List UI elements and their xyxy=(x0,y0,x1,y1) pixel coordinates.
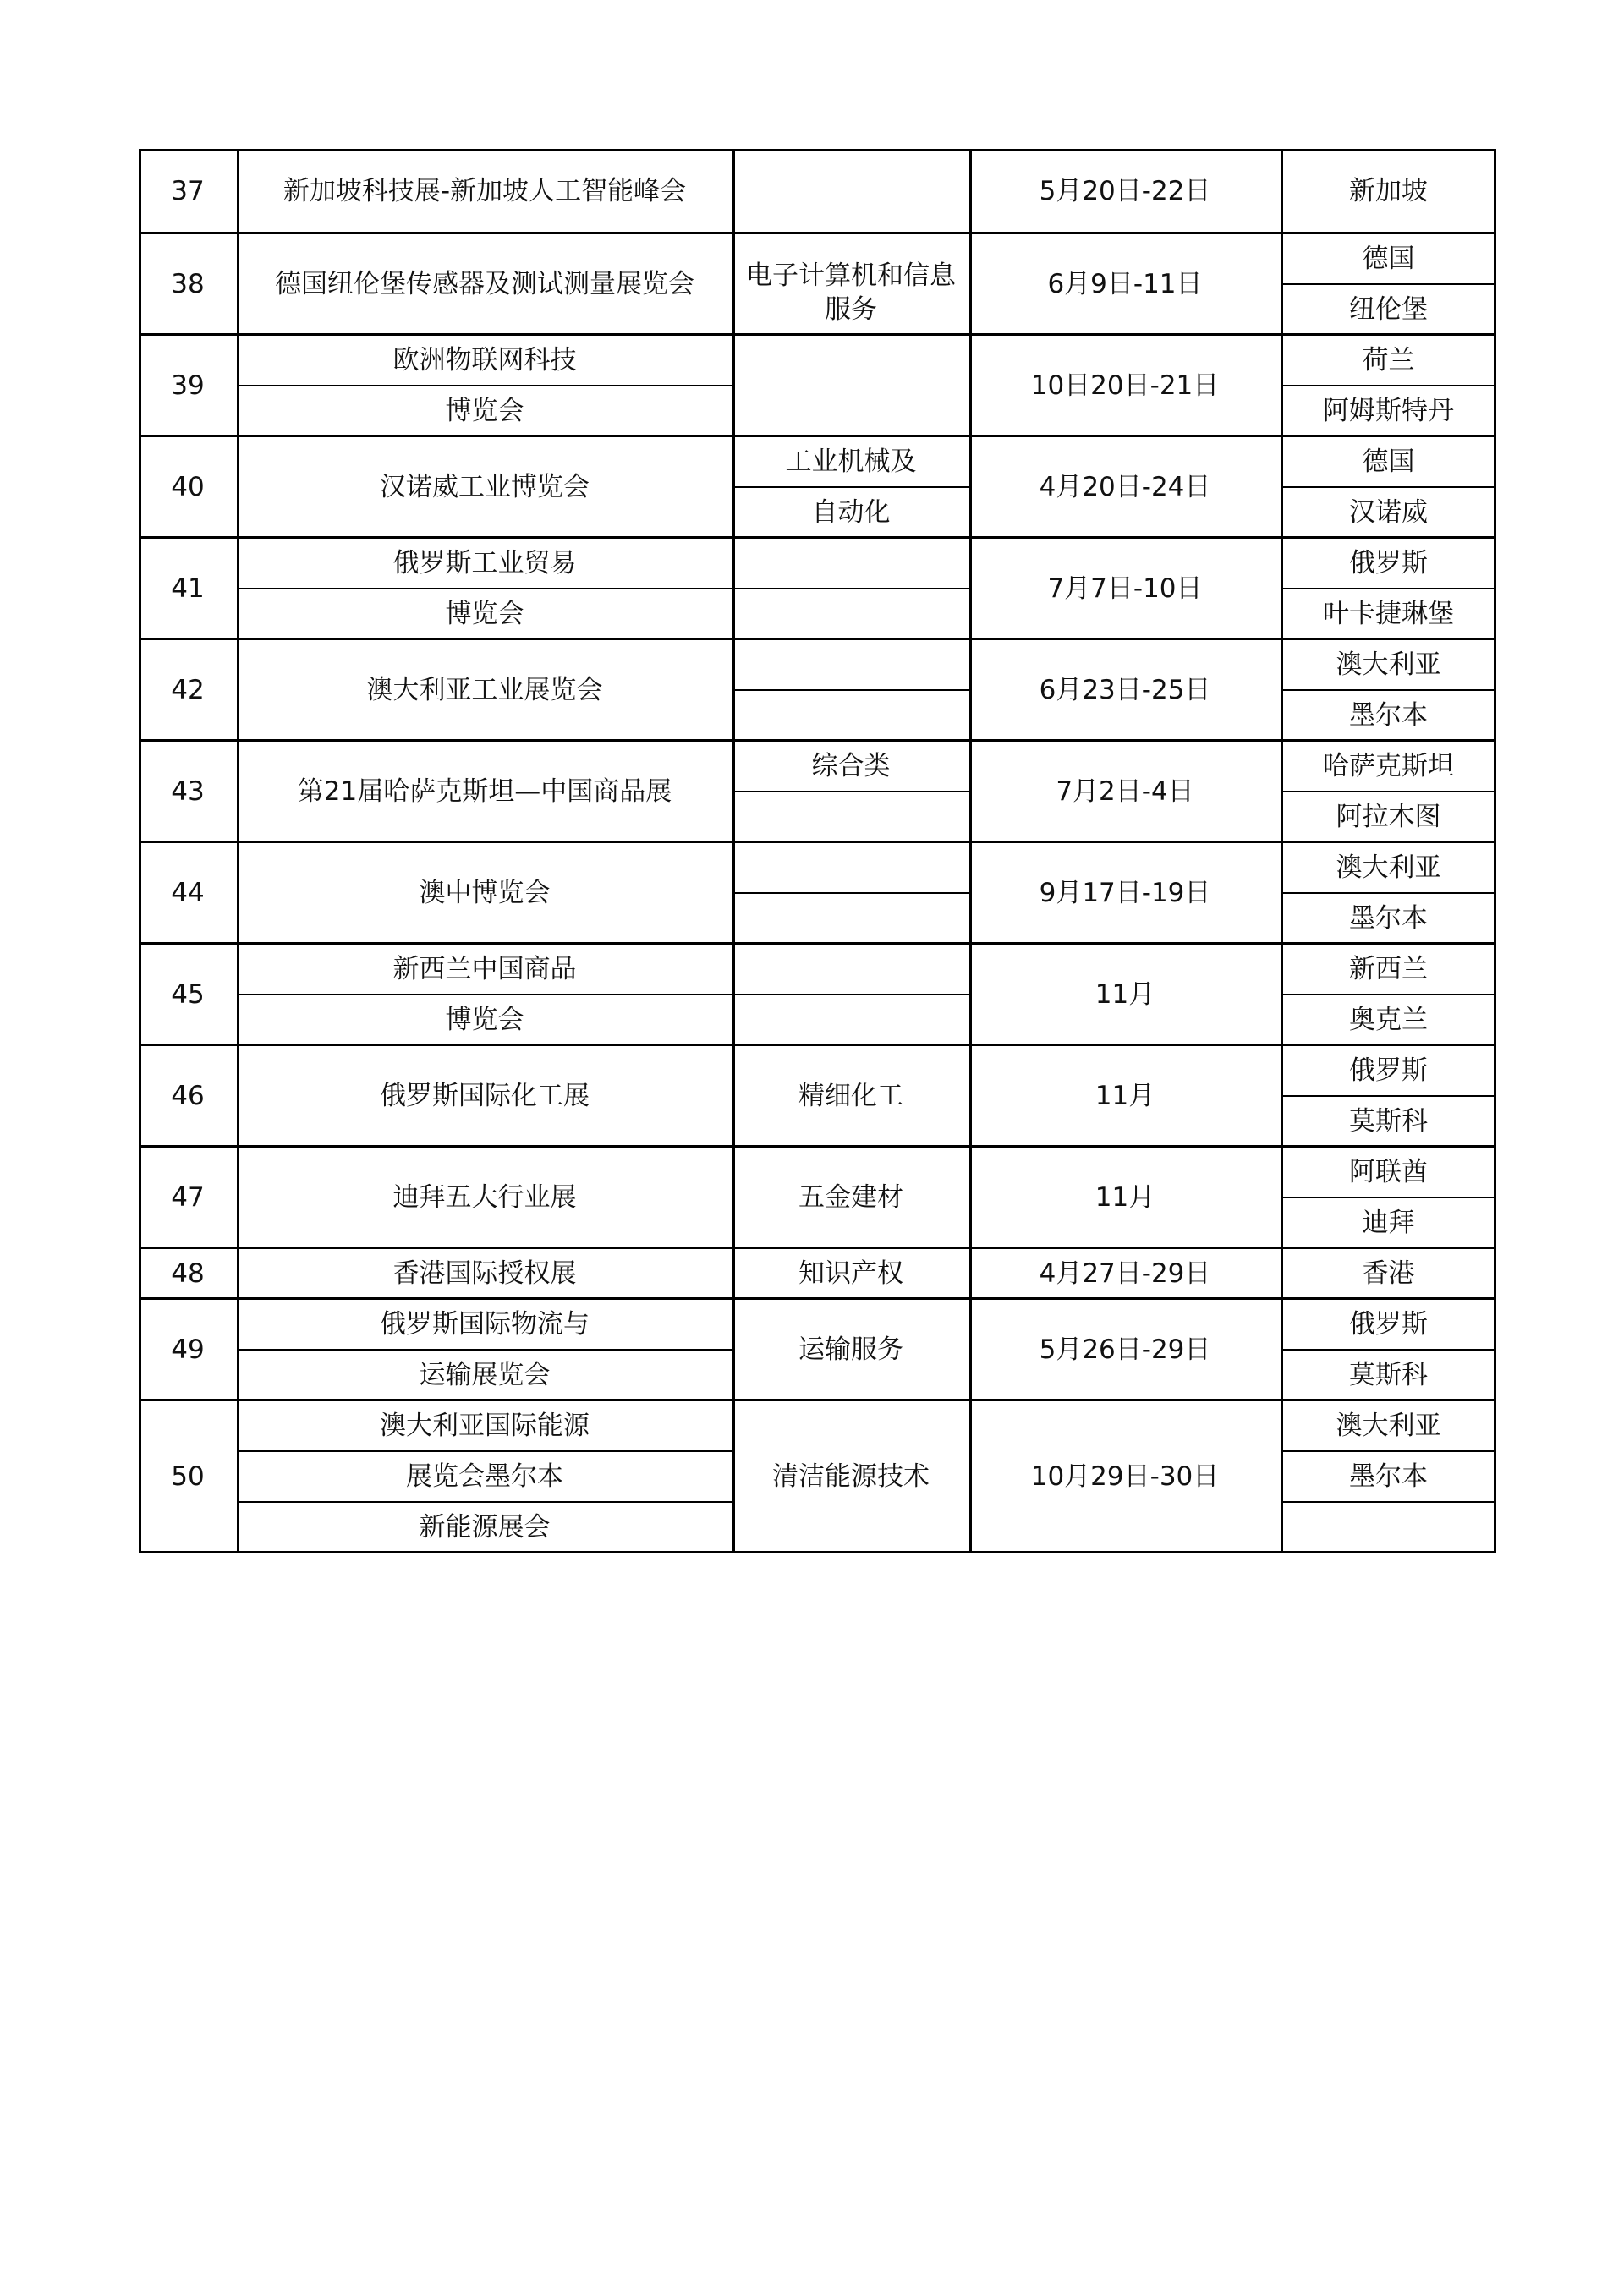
event-name: 澳大利亚工业展览会 xyxy=(366,675,603,705)
event-place: 德国 xyxy=(1362,244,1415,274)
industry-category: 精细化工 xyxy=(798,1081,903,1111)
event-place: 俄罗斯 xyxy=(1349,1055,1428,1086)
event-name: 俄罗斯国际化工展 xyxy=(380,1081,590,1111)
event-name-divider xyxy=(237,1501,732,1503)
event-name-divider xyxy=(237,588,732,589)
event-place: 俄罗斯 xyxy=(1349,1309,1428,1340)
event-name: 展览会墨尔本 xyxy=(406,1461,563,1492)
event-place: 墨尔本 xyxy=(1349,700,1428,731)
event-date: 4月27日-29日 xyxy=(1039,1258,1211,1289)
industry-category xyxy=(732,893,969,944)
event-name: 新西兰中国商品 xyxy=(392,954,577,984)
event-place: 墨尔本 xyxy=(1349,1461,1428,1492)
event-place: 奥克兰 xyxy=(1349,1005,1428,1035)
place-divider xyxy=(1281,689,1496,691)
exhibition-table xyxy=(139,149,1496,1553)
event-name: 俄罗斯工业贸易 xyxy=(392,548,577,578)
event-name: 博览会 xyxy=(445,599,524,629)
event-place: 澳大利亚 xyxy=(1336,649,1441,680)
event-place: 荷兰 xyxy=(1362,345,1415,375)
event-date: 11月 xyxy=(1095,1081,1155,1111)
event-name: 欧洲物联网科技 xyxy=(392,345,577,375)
place-divider xyxy=(1281,791,1496,792)
industry-category: 电子计算机和信息服务 xyxy=(746,260,956,325)
row-number: 47 xyxy=(171,1182,205,1213)
row-number: 40 xyxy=(171,472,205,502)
industry-category xyxy=(732,538,969,589)
event-place: 莫斯科 xyxy=(1349,1106,1428,1137)
industry-category: 清洁能源技术 xyxy=(772,1461,930,1492)
row-number: 44 xyxy=(171,878,205,908)
event-date: 7月7日-10日 xyxy=(1047,573,1203,604)
event-date: 6月23日-25日 xyxy=(1039,675,1211,705)
event-place: 纽伦堡 xyxy=(1349,294,1428,325)
row-number: 48 xyxy=(171,1258,205,1289)
industry-category xyxy=(732,639,969,690)
event-name: 新加坡科技展-新加坡人工智能峰会 xyxy=(283,176,687,206)
event-date: 5月26日-29日 xyxy=(1039,1334,1211,1365)
event-name: 香港国际授权展 xyxy=(392,1258,577,1289)
event-name: 德国纽伦堡传感器及测试测量展览会 xyxy=(275,269,694,299)
event-place: 澳大利亚 xyxy=(1336,852,1441,883)
event-date: 11月 xyxy=(1095,1182,1155,1213)
industry-category: 知识产权 xyxy=(798,1258,903,1289)
industry-category xyxy=(732,842,969,893)
industry-category xyxy=(732,792,969,842)
event-name: 新能源展会 xyxy=(419,1512,551,1543)
event-name: 汉诺威工业博览会 xyxy=(380,472,590,502)
industry-category: 运输服务 xyxy=(798,1334,903,1365)
event-place: 迪拜 xyxy=(1362,1208,1415,1238)
industry-category xyxy=(732,690,969,741)
event-name: 运输展览会 xyxy=(419,1360,551,1390)
industry-category: 自动化 xyxy=(811,497,891,528)
place-divider xyxy=(1281,1197,1496,1198)
place-divider xyxy=(1281,1450,1496,1452)
row-number: 49 xyxy=(171,1334,205,1365)
row-number: 50 xyxy=(171,1461,205,1492)
event-name: 第21届哈萨克斯坦—中国商品展 xyxy=(297,776,672,807)
place-divider xyxy=(1281,486,1496,488)
event-date: 11月 xyxy=(1095,979,1155,1010)
event-place: 香港 xyxy=(1362,1258,1415,1289)
industry-category: 五金建材 xyxy=(798,1182,903,1213)
event-place: 阿联酋 xyxy=(1349,1157,1428,1187)
event-place: 叶卡捷琳堡 xyxy=(1323,599,1454,629)
event-place: 阿拉木图 xyxy=(1336,802,1441,832)
event-name: 博览会 xyxy=(445,396,524,426)
event-date: 10日20日-21日 xyxy=(1030,370,1220,401)
industry-category xyxy=(732,589,969,639)
event-name: 澳大利亚国际能源 xyxy=(380,1411,590,1441)
row-number: 43 xyxy=(171,776,205,807)
event-date: 6月9日-11日 xyxy=(1047,269,1203,299)
event-name-divider xyxy=(237,1349,732,1351)
event-name-divider xyxy=(237,385,732,386)
event-name-divider xyxy=(237,994,732,995)
event-name: 博览会 xyxy=(445,1005,524,1035)
event-date: 5月20日-22日 xyxy=(1039,176,1211,206)
place-divider xyxy=(1281,1501,1496,1503)
place-divider xyxy=(1281,385,1496,386)
event-place: 新西兰 xyxy=(1349,954,1428,984)
row-number: 46 xyxy=(171,1081,205,1111)
row-number: 37 xyxy=(171,176,205,206)
row-number: 45 xyxy=(171,979,205,1010)
industry-category xyxy=(732,944,969,995)
row-number: 42 xyxy=(171,675,205,705)
row-number: 39 xyxy=(171,370,205,401)
event-place: 新加坡 xyxy=(1349,176,1428,206)
industry-category: 工业机械及 xyxy=(785,447,917,477)
place-divider xyxy=(1281,283,1496,285)
industry-category: 综合类 xyxy=(811,751,891,781)
event-name: 澳中博览会 xyxy=(419,878,551,908)
event-date: 9月17日-19日 xyxy=(1039,878,1211,908)
event-place: 德国 xyxy=(1362,447,1415,477)
event-place: 莫斯科 xyxy=(1349,1360,1428,1390)
event-name-divider xyxy=(237,1450,732,1452)
event-date: 10月29日-30日 xyxy=(1030,1461,1220,1492)
place-divider xyxy=(1281,588,1496,589)
event-place: 俄罗斯 xyxy=(1349,548,1428,578)
row-number: 41 xyxy=(171,573,205,604)
row-number: 38 xyxy=(171,269,205,299)
place-divider xyxy=(1281,994,1496,995)
event-date: 7月2日-4日 xyxy=(1056,776,1194,807)
event-place: 汉诺威 xyxy=(1349,497,1428,528)
event-place: 哈萨克斯坦 xyxy=(1323,751,1454,781)
event-place: 墨尔本 xyxy=(1349,903,1428,934)
industry-category xyxy=(732,995,969,1045)
place-divider xyxy=(1281,892,1496,894)
event-date: 4月20日-24日 xyxy=(1039,472,1211,502)
place-divider xyxy=(1281,1349,1496,1351)
event-place: 澳大利亚 xyxy=(1336,1411,1441,1441)
event-name: 迪拜五大行业展 xyxy=(392,1182,577,1213)
event-place xyxy=(1281,1502,1496,1553)
place-divider xyxy=(1281,1095,1496,1097)
event-place: 阿姆斯特丹 xyxy=(1323,396,1454,426)
event-name: 俄罗斯国际物流与 xyxy=(380,1309,590,1340)
